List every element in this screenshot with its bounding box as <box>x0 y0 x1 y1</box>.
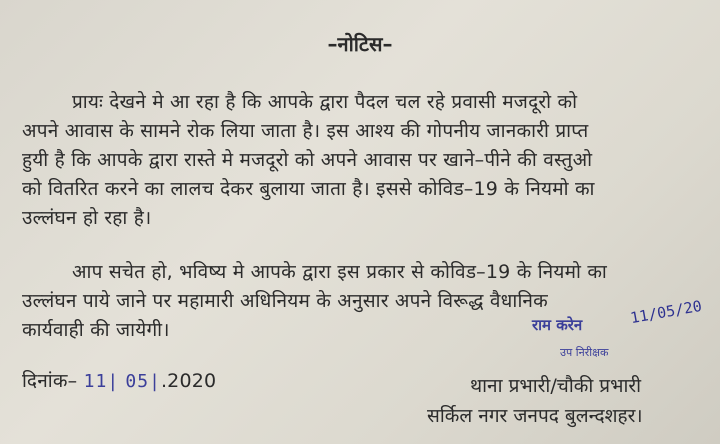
stamp-date: 11/05/20 <box>628 296 704 328</box>
signature-office: सर्किल नगर जनपद बुलन्दशहर। <box>427 405 643 427</box>
date-year: .2020 <box>160 370 217 392</box>
stamp-rank: उप निरीक्षक <box>560 346 609 359</box>
date-day: 11 <box>83 371 108 392</box>
paragraph1-line3: हुयी है कि आपके द्वारा रास्ते मे मजदूरो को अपने आवास पर खाने–पीने की वस्तुओ <box>22 149 593 171</box>
paragraph2-line2: उल्लंघन पाये जाने पर महामारी अधिनियम के अनुसार अपने विरूद्ध वैधानिक <box>22 290 548 312</box>
paragraph1-line2: अपने आवास के सामने रोक लिया जाता है। इस आश्य की गोपनीय जानकारी प्राप्त <box>22 120 589 142</box>
stamp-name: राम करेन <box>532 316 583 334</box>
notice-title: –नोटिस– <box>327 32 393 56</box>
date-row: दिनांक– 11| 05|.2020 <box>22 370 217 392</box>
signature-designation: थाना प्रभारी/चौकी प्रभारी <box>470 375 642 397</box>
date-month: 05 <box>125 371 150 392</box>
paragraph1-line5: उल्लंघन हो रहा है। <box>22 207 152 229</box>
date-label: दिनांक– <box>22 370 78 392</box>
paragraph2-line1: आप सचेत हो, भविष्य मे आपके द्वारा इस प्रकार से कोविड–19 के नियमो का <box>72 261 608 283</box>
paragraph1-line4: को वितरित करने का लालच देकर बुलाया जाता है। इससे कोविड–19 के नियमो का <box>22 178 595 200</box>
paragraph2-line3: कार्यवाही की जायेगी। <box>22 319 170 341</box>
paragraph1-line1: प्रायः देखने मे आ रहा है कि आपके द्वारा पैदल चल रहे प्रवासी मजदूरो को <box>72 91 578 113</box>
